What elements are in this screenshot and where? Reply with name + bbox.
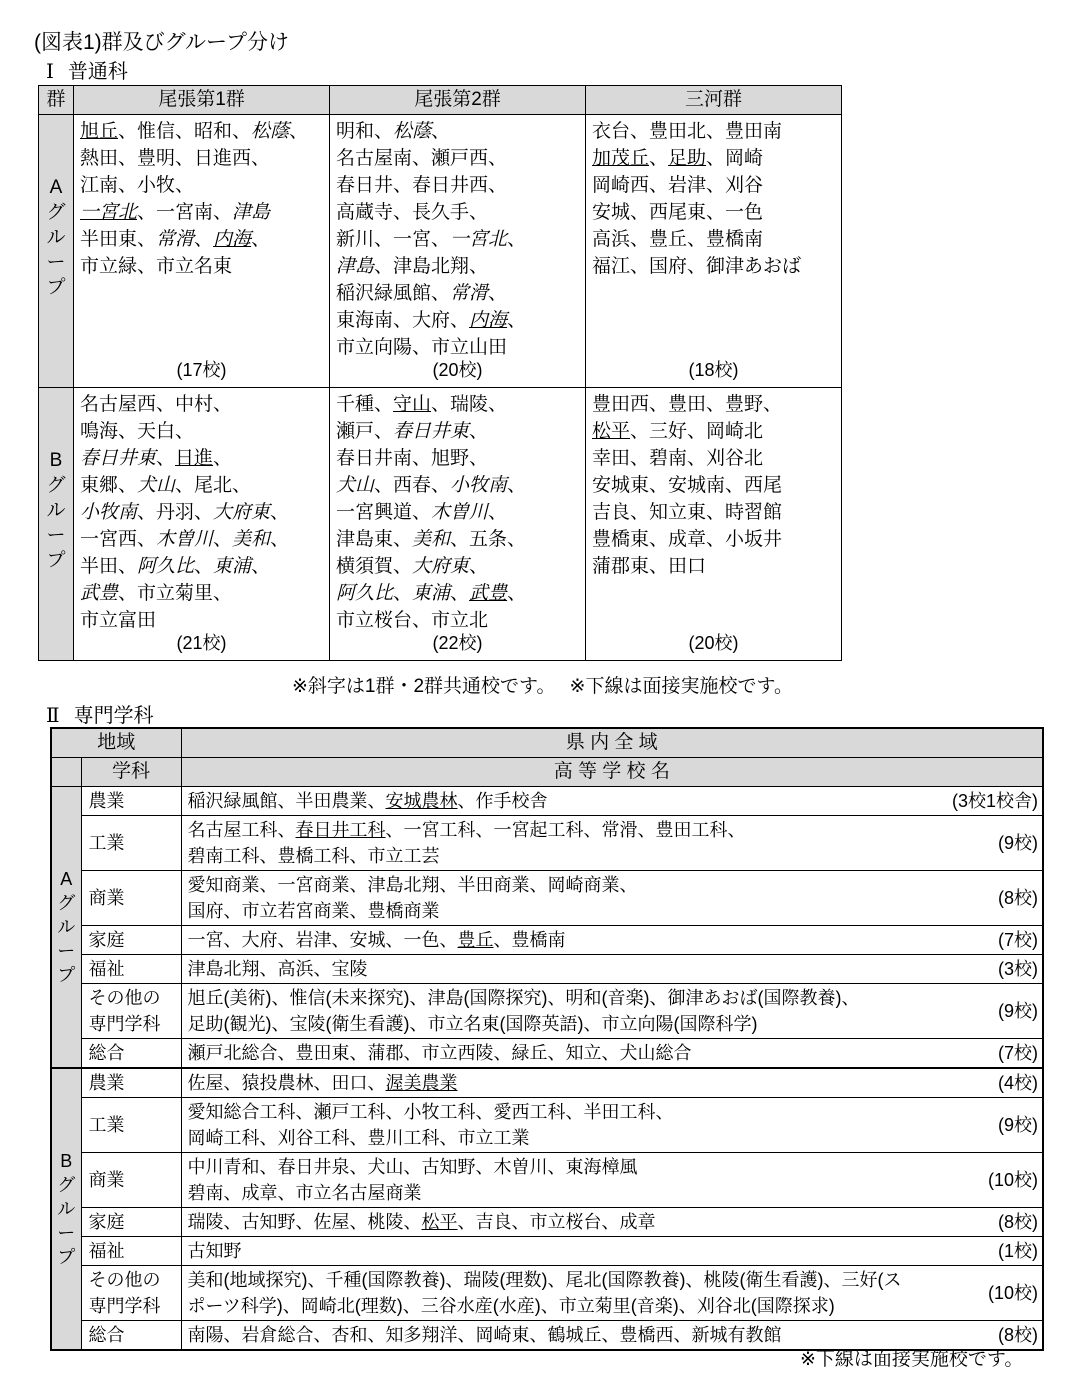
schools-nogyo-b: 佐屋、猿投農林、田口、渥美農業 (4校) xyxy=(181,1068,1043,1098)
senmon-table xyxy=(50,727,1044,1351)
cell-b-mikawa: 豊田西、豊田、豊野、 松平、三好、岡崎北 幸田、碧南、刈谷北 安城東、安城南、西尾 吉良、知立東、時習館 豊橋東、成章、小坂井 蒲郡東、田口 (20校) xyxy=(586,388,842,661)
school-count: (18校) xyxy=(688,360,739,380)
cell-b-owari2: 千種、守山、瑞陵、 瀬戸、春日井東、 春日井南、旭野、 犬山、西春、小牧南、 一宮興道、木曽川、 津島東、美和、五条、 横須賀、大府東、 阿久比、東浦、武豊、 市立桜台、市立北 (22校) xyxy=(330,388,586,661)
school-count: (10校) xyxy=(988,1170,1039,1190)
t2-row-a-sonota xyxy=(51,984,1043,1039)
schools-nogyo-a: 稲沢緑風館、半田農業、安城農林、作手校舎 (3校1校舎) xyxy=(181,787,1043,816)
group-char: プ xyxy=(46,550,66,571)
subject-line: 専門学科 xyxy=(88,1296,161,1316)
group-char: ー xyxy=(57,1223,76,1243)
group-label-a xyxy=(39,115,74,388)
group-char: グ xyxy=(57,1175,76,1195)
note-table2: ※下線は面接実施校です。 xyxy=(800,1349,1024,1370)
group-label-b-2 xyxy=(51,1068,81,1350)
subject-shogyo-b: 商業 xyxy=(81,1153,181,1208)
page-title: (図表1)群及びグループ分け xyxy=(34,31,289,54)
t2-row-b-shogyo xyxy=(51,1153,1043,1208)
t2-header-row-area xyxy=(51,728,1043,758)
header-gakka: 学科 xyxy=(81,758,181,787)
t2-row-b-fukushi xyxy=(51,1237,1043,1266)
school-count: (9校) xyxy=(998,833,1039,853)
schools-fukushi-b xyxy=(181,1237,1043,1266)
subject-nogyo-b: 農業 xyxy=(81,1068,181,1098)
group-char: ル xyxy=(46,500,66,521)
group-label-b xyxy=(39,388,74,661)
schools-fukushi-a: 津島北翔、高浜、宝陵 (3校) xyxy=(181,955,1043,984)
schools-katei-b: 瑞陵、古知野、佐屋、桃陵、松平、吉良、市立桜台、成章 (8校) xyxy=(181,1208,1043,1237)
note-underline: ※下線は面接実施校です。 xyxy=(569,676,793,697)
group-char: ル xyxy=(46,227,66,248)
schools-sonota-a xyxy=(181,984,1043,1039)
school-line: 岡崎工科、刈谷工科、豊川工科、市立工業 xyxy=(187,1128,530,1148)
t2-row-a-nogyo xyxy=(51,787,1043,816)
header-owari-1: 尾張第1群 xyxy=(74,86,330,115)
section-1-heading xyxy=(46,60,128,85)
schools-shogyo-b xyxy=(181,1153,1043,1208)
subject-sonota-b xyxy=(81,1266,181,1321)
table-row-group-b xyxy=(39,388,842,661)
school-count: (9校) xyxy=(998,1115,1039,1135)
group-label-a-2 xyxy=(51,787,81,1069)
futsuka-table xyxy=(38,85,842,661)
schools-katei-a: 一宮、大府、岩津、安城、一色、豊丘、豊橋南 (7校) xyxy=(181,926,1043,955)
header-blank xyxy=(51,758,81,787)
school-count: (7校) xyxy=(998,930,1039,950)
section-1-numeral: Ⅰ xyxy=(46,61,54,83)
school-count: (7校) xyxy=(998,1043,1039,1063)
t2-row-b-sonota xyxy=(51,1266,1043,1321)
section-1-label: 普通科 xyxy=(67,61,128,83)
school-count: (17校) xyxy=(176,360,227,380)
section-2-heading xyxy=(46,704,154,729)
group-char: ー xyxy=(57,941,76,961)
subject-kogyo-b: 工業 xyxy=(81,1098,181,1153)
group-char: ー xyxy=(46,525,66,546)
school-count: (21校) xyxy=(176,633,227,653)
subject-shogyo-a: 商業 xyxy=(81,871,181,926)
table-row-group-a xyxy=(39,115,842,388)
subject-sogo-b: 総合 xyxy=(81,1321,181,1351)
header-chiiki: 地域 xyxy=(51,728,181,758)
group-char: グ xyxy=(57,893,76,913)
header-kennai-zeniki: 県 内 全 域 xyxy=(181,728,1043,758)
t2-row-a-shogyo xyxy=(51,871,1043,926)
school-line: 碧南、成章、市立名古屋商業 xyxy=(187,1183,422,1203)
school-count: (10校) xyxy=(988,1283,1039,1303)
note-table1 xyxy=(292,671,793,698)
section-2-numeral: Ⅱ xyxy=(46,705,60,727)
school-count: (20校) xyxy=(688,633,739,653)
senmon-table-wrapper xyxy=(50,727,1042,1351)
subject-katei-b: 家庭 xyxy=(81,1208,181,1237)
subject-sogo-a: 総合 xyxy=(81,1039,181,1069)
futsuka-table-wrapper xyxy=(38,85,838,661)
group-char: ル xyxy=(57,917,76,937)
school-line: 南陽、岩倉総合、杏和、知多翔洋、岡崎東、鶴城丘、豊橋西、新城有教館 xyxy=(187,1325,782,1345)
group-char: ー xyxy=(46,252,66,273)
school-count: (8校) xyxy=(998,1325,1039,1345)
schools-kogyo-a: 名古屋工科、春日井工科、一宮工科、一宮起工科、常滑、豊田工科、 碧南工科、豊橋工科、市立工芸 (9校) xyxy=(181,816,1043,871)
note-italic: ※斜字は1群・2群共通校です。 xyxy=(292,676,556,697)
group-char: B xyxy=(49,450,63,471)
school-count: (3校) xyxy=(998,959,1039,979)
school-line: ポーツ科学)、岡崎北(理数)、三谷水産(水産)、市立菊里(音楽)、刈谷北(国際探求) xyxy=(187,1296,835,1316)
subject-fukushi-a: 福祉 xyxy=(81,955,181,984)
t2-row-b-kogyo xyxy=(51,1098,1043,1153)
header-koutou-gakkou-mei: 高 等 学 校 名 xyxy=(181,758,1043,787)
school-line: 瀬戸北総合、豊田東、蒲郡、市立西陵、緑丘、知立、犬山総合 xyxy=(187,1043,692,1063)
subject-katei-a: 家庭 xyxy=(81,926,181,955)
school-count: (4校) xyxy=(998,1073,1039,1093)
subject-line: 専門学科 xyxy=(88,1014,161,1034)
t2-row-a-katei xyxy=(51,926,1043,955)
school-count: (3校1校舎) xyxy=(952,791,1039,811)
header-owari-2: 尾張第2群 xyxy=(330,86,586,115)
school-count: (1校) xyxy=(998,1241,1039,1261)
cell-a-owari2: 明和、松蔭、 名古屋南、瀬戸西、 春日井、春日井西、 高蔵寺、長久手、 新川、一宮、一宮北、 津島、津島北翔、 稲沢緑風館、常滑、 東海南、大府、内海、 市立向陽、市立山田 (20校) xyxy=(330,115,586,388)
school-count: (9校) xyxy=(998,1001,1039,1021)
cell-a-mikawa: 衣台、豊田北、豊田南 加茂丘、足助、岡崎 岡崎西、岩津、刈谷 安城、西尾東、一色 高浜、豊丘、豊橋南 福江、国府、御津あおば (18校) xyxy=(586,115,842,388)
t2-row-b-nogyo xyxy=(51,1068,1043,1098)
school-count: (22校) xyxy=(432,633,483,653)
school-line: 中川青和、春日井泉、犬山、古知野、木曽川、東海樟風 xyxy=(187,1157,638,1177)
schools-sonota-b xyxy=(181,1266,1043,1321)
schools-kogyo-b xyxy=(181,1098,1043,1153)
t2-row-a-kogyo xyxy=(51,816,1043,871)
subject-nogyo-a: 農業 xyxy=(81,787,181,816)
group-char: A xyxy=(60,869,73,889)
table-header-row xyxy=(39,86,842,115)
group-char: プ xyxy=(57,965,76,985)
schools-shogyo-a: 愛知商業、一宮商業、津島北翔、半田商業、岡崎商業、 国府、市立若宮商業、豊橋商業 (8校) xyxy=(181,871,1043,926)
group-char: プ xyxy=(46,277,66,298)
header-mikawa: 三河群 xyxy=(586,86,842,115)
section-2-label: 専門学科 xyxy=(73,705,154,727)
subject-sonota-a xyxy=(81,984,181,1039)
school-line: 足助(観光)、宝陵(衛生看護)、市立名東(国際英語)、市立向陽(国際科学) xyxy=(187,1014,758,1034)
t2-row-a-sogo xyxy=(51,1039,1043,1069)
subject-kogyo-a: 工業 xyxy=(81,816,181,871)
subject-line: その他の xyxy=(88,988,161,1008)
cell-b-owari1: 名古屋西、中村、 鳴海、天白、 春日井東、日進、 東郷、犬山、尾北、 小牧南、丹羽、大府東、 一宮西、木曽川、美和、 半田、阿久比、東浦、 武豊、市立菊里、 市立富田 (21校) xyxy=(74,388,330,661)
school-count: (20校) xyxy=(432,360,483,380)
group-char: グ xyxy=(46,475,66,496)
t2-header-row-subject xyxy=(51,758,1043,787)
t2-row-b-katei xyxy=(51,1208,1043,1237)
school-line: 旭丘(美術)、惟信(未来探究)、津島(国際探究)、明和(音楽)、御津あおば(国際教養)、 xyxy=(187,988,860,1008)
schools-sogo-a xyxy=(181,1039,1043,1069)
group-char: A xyxy=(49,177,63,198)
school-line: 美和(地域探究)、千種(国際教養)、瑞陵(理数)、尾北(国際教養)、桃陵(衛生看護)、三好(ス xyxy=(187,1270,902,1290)
school-line: 愛知総合工科、瀬戸工科、小牧工科、愛西工科、半田工科、 xyxy=(187,1102,674,1122)
group-char: グ xyxy=(46,202,66,223)
cell-a-owari1: 旭丘、惟信、昭和、松蔭、 熱田、豊明、日進西、 江南、小牧、 一宮北、一宮南、津島 半田東、常滑、内海、 市立緑、市立名東 (17校) xyxy=(74,115,330,388)
group-char: プ xyxy=(57,1247,76,1267)
group-char: B xyxy=(60,1151,73,1171)
school-line: 古知野 xyxy=(187,1241,242,1261)
subject-line: その他の xyxy=(88,1270,161,1290)
header-gun: 群 xyxy=(39,86,74,115)
school-count: (8校) xyxy=(998,1212,1039,1232)
school-count: (8校) xyxy=(998,888,1039,908)
t2-row-a-fukushi xyxy=(51,955,1043,984)
subject-fukushi-b: 福祉 xyxy=(81,1237,181,1266)
group-char: ル xyxy=(57,1199,76,1219)
